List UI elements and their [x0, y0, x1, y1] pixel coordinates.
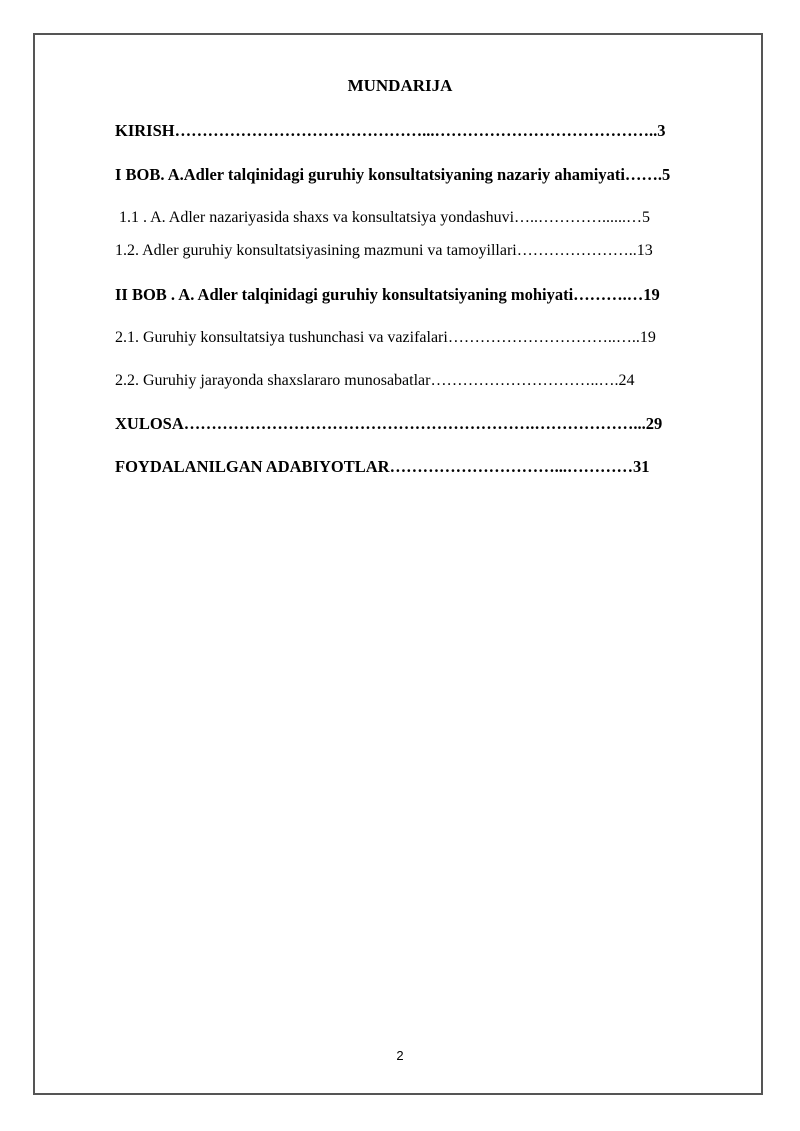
toc-entry-bibliography: FOYDALANILGAN ADABIYOTLAR…………………………...…………31	[115, 457, 650, 476]
page-border	[33, 33, 763, 1095]
toc-entry-kirish: KIRISH………………………………………...…………………………………..3	[115, 121, 666, 140]
toc-entry-section-1-1: 1.1 . A. Adler nazariyasida shaxs va konsultatsiya yondashuvi…..…………......…5	[119, 209, 651, 226]
toc-entry-section-1-2: 1.2. Adler guruhiy konsultatsiyasining mazmuni va tamoyillari…………………..13	[115, 242, 653, 259]
toc-entry-xulosa: XULOSA……………………………………………………….………………...29	[115, 414, 663, 433]
toc-entry-section-2-2: 2.2. Guruhiy jarayonda shaxslararo munosabatlar…………………………..….24	[115, 372, 635, 389]
toc-entry-section-2-1: 2.1. Guruhiy konsultatsiya tushunchasi va vazifalari…………………………..…..19	[115, 329, 656, 346]
page-number: 2	[396, 1048, 404, 1063]
toc-entry-chapter-1: I BOB. A.Adler talqinidagi guruhiy konsultatsiyaning nazariy ahamiyati…….5	[115, 165, 671, 184]
toc-title: MUNDARIJA	[347, 76, 453, 95]
toc-entry-chapter-2: II BOB . A. Adler talqinidagi guruhiy konsultatsiyaning mohiyati……….…19	[115, 285, 660, 304]
